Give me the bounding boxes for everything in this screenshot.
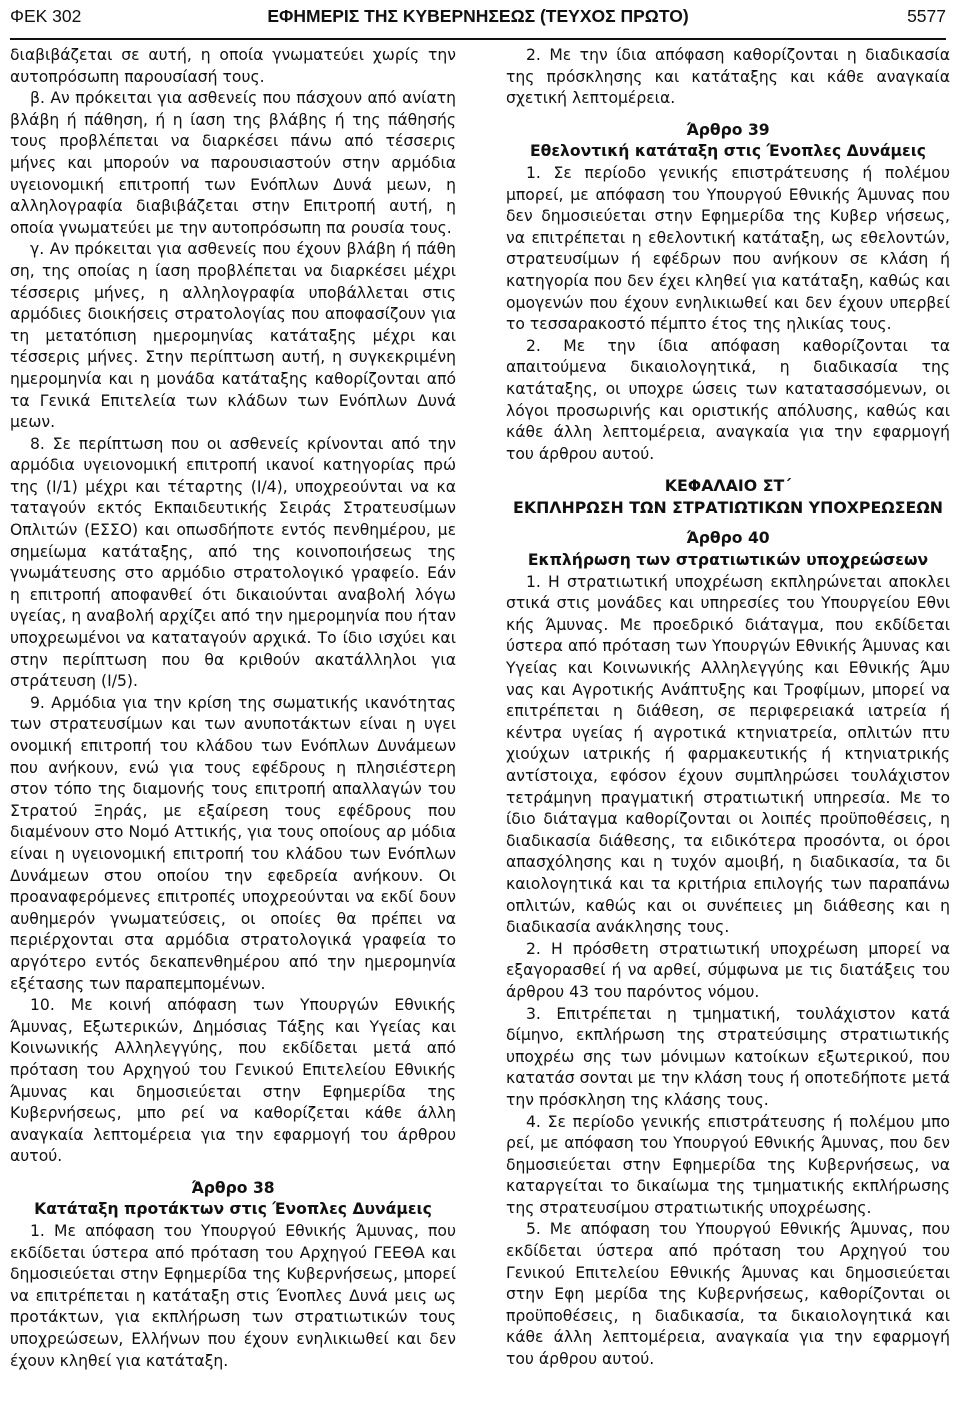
paragraph: β. Αν πρόκειται για ασθενείς που πάσχουν από ανίατη βλάβη ή πάθηση, ή η ίαση της βλάβης ή της πάθησής τους προβλέπεται να διαρκέσει πάνω από τέσσερις μήνες και μπορούν να παρουσιαστούν στην αρμόδια υγειονομική επιτροπή των Ενόπλων Δυνά μεων, η αλληλογραφία διαβιβάζεται στην Επιτροπή αυτή, η οποία γνωματεύει με την αυτοπρόσωπη πα ρουσία τους. [10, 89, 456, 237]
chapter-title: ΚΕΦΑΛΑΙΟ ΣΤ΄ [664, 476, 792, 496]
paragraph: 2. Με την ίδια απόφαση καθορίζονται η διαδικασία της πρόσκλησης και κατάταξης και κάθε αναγκαία σχετική λεπτομέρεια. [506, 46, 950, 108]
paragraph: 1. Με απόφαση του Υπουργού Εθνικής Άμυνας, που εκδίδεται ύστερα από πρόταση του Αρχηγού ΓΕΕΘΑ και δημοσιεύεται στην Εφημερίδα της Κυβερνήσεως, μπορεί να επιτρέπεται η κατάταξη στις Ένοπλες Δυνά μεις ως προτάκτων, για εκπλήρωση των στρατιωτικών τους υποχρεώσεων, Ελλήνων που έχουν ενηλικιωθεί και δεν έχουν κληθεί για κατάταξη. [10, 1222, 456, 1370]
paragraph: γ. Αν πρόκειται για ασθενείς που έχουν βλάβη ή πάθη ση, της οποίας η ίαση προβλέπεται να διαρκέσει μέχρι τέσσερις μήνες, η αλληλογραφία υποβάλλεται στις αρμόδιες διοικήσεις στρατολογίας που αποφασίζουν για τη μετατόπιση ημερομηνίας κατάταξης μέχρι και τέσσερις μήνες. Στην περίπτωση αυτή, η συγκεκριμένη ημερομηνία και η μονάδα κατάταξης καθορίζονται από τα Γενικά Επιτελεία των κλάδων των Ενόπλων Δυνά μεων. [10, 240, 456, 432]
article-39-title: Άρθρο 39 [686, 120, 770, 139]
paragraph: 8. Σε περίπτωση που οι ασθενείς κρίνονται από την αρμόδια υγειονομική επιτροπή ικανοί κατηγορίας πρώ της (Ι/1) μέχρι και τέταρτης (Ι/4), υποχρεούνται να κα ταταγούν εκτός Εκπαιδευτικής Σειράς Στρατευσίμων Οπλιτών (ΕΣΣΟ) και οπωσδήποτε εντός πενθημέρου, με σημείωμα κατάταξης, από της κοινοποιήσεως της γνωμάτευσης στο αρμόδιο στρατολογικό γραφείο. Εάν η επιτροπή αποφανθεί ότι δικαιούνται αναβολή λόγω υγείας, η αναβολή αρχίζει από την ημερομηνία που ήταν υποχρεωμένοι να καταταγούν αρχικά. Το ίδιο ισχύει και στην περίπτωση που θα κριθούν ακατάλληλοι για στράτευση (Ι/5). [10, 434, 456, 691]
paragraph: 5. Με απόφαση του Υπουργού Εθνικής Άμυνας, που εκδίδεται ύστερα από πρόταση του Αρχηγού του Γενικού Επιτελείου Εθνικής Άμυνας και δημοσιεύεται στην Εφη μερίδα της Κυβερνήσεως, καθορίζονται οι προϋποθέσεις, η διαδικασία, τα δικαιολογητικά και κάθε άλλη λεπτομέρεια, αναγκαία για την εφαρμογή του άρθρου αυτού. [506, 1220, 950, 1369]
chapter-subtitle: ΕΚΠΛΗΡΩΣΗ ΤΩΝ ΣΤΡΑΤΙΩΤΙΚΩΝ ΥΠΟΧΡΕΩΣΕΩΝ [513, 497, 943, 517]
left-column [10, 45, 456, 1372]
paragraph: 3. Επιτρέπεται η τμηματική, τουλάχιστον κατά δίμηνο, εκπλήρωση της στρατεύσιμης στρατιωτικής υποχρέω σης των μόνιμων κατοίκων εξωτερικού, που κατατάσ σονται με την κλάση τους ή οποτεδήποτε μετά την πρόσκληση της κλάσης τους. [506, 1004, 950, 1109]
article-38-subtitle: Κατάταξη προτάκτων στις Ένοπλες Δυνάμεις [34, 1200, 432, 1219]
paragraph: 10. Με κοινή απόφαση των Υπουργών Εθνικής Άμυνας, Εξωτερικών, Δημόσιας Τάξης και Υγείας και Κοινωνικής Αλληλεγγύης, που εκδίδεται μετά από πρόταση του Αρχηγού του Γενικού Επιτελείου Εθνικής Άμυνας και δημοσιεύεται στην Εφημερίδα της Κυβερνήσεως, μπο ρεί να καθορίζεται κάθε άλλη αναγκαία λεπτομέρεια για την εφαρμογή του άρθρου αυτού. [10, 996, 456, 1166]
article-40-title: Άρθρο 40 [686, 529, 770, 548]
paragraph: 1. Η στρατιωτική υποχρέωση εκπληρώνεται αποκλει στικά στις μονάδες και υπηρεσίες του Υπουργείου Εθνι κής Άμυνας. Με προεδρικό διάταγμα, που εκδίδεται ύστερα από πρόταση των Υπουργών Εθνικής Άμυνας και Υγείας και Κοινωνικής Αλληλεγγύης και Εθνικής Άμυ νας και Αγροτικής Ανάπτυξης και Τροφίμων, μπορεί να επιτρέπεται η διάθεση, σε περιφερειακά ιατρεία ή κέντρα υγείας ή αγροτικά κτηνιατρεία, οπλιτών πτυ χιούχων ιατρικής ή φαρμακευτικής ή κτηνιατρικής αντίστοιχα, εφόσον έχουν συμπληρώσει τουλάχιστον τετράμηνη πραγματική στρατιωτική υπηρεσία. Με το ίδιο διάταγμα καθορίζονται οι λοιπές προϋποθέσεις, η διαδικασία διάθεσης, τα ειδικότερα προσόντα, οι όροι απασχόλησης και η τυχόν αμοιβή, η διαδικασία, τα δι καιολογητικά και τα κριτήρια επιλογής των παραπάνω οπλιτών, καθώς και οι συνέπειες μη διάθεσης και η διαδικασία ανάκλησης τους. [506, 572, 950, 937]
paragraph: 9. Αρμόδια για την κρίση της σωματικής ικανότητας των στρατευσίμων και των ανυποτάκτων είναι η υγει ονομική επιτροπή του κλάδου των Ενόπλων Δυνάμεων που ανήκουν, ενώ για τους εφέδρους η πλησιέστερη στον τόπο της διαμονής τους επιτροπή απαλλαγών του Στρατού Ξηράς, με εξαίρεση τους εφέδρους που διαμένουν στο Νομό Αττικής, για τους οποίους αρ μόδια είναι η υγειονομική επιτροπή του κλάδου των Ενόπλων Δυνάμεων στου οποίου την εφεδρεία ανήκουν. Οι προαναφερόμενες επιτροπές υποχρεούνται να εκδί δουν αυθημερόν γνωματεύσεις, οι οποίες θα πρέπει να περιέρχονται στα αρμόδια στρατολογικά γραφεία το αργότερο εντός δεκαπενθημέρου από την ημερομηνία εξέτασης των παραπεμπομένων. [10, 693, 456, 993]
paragraph: 1. Σε περίοδο γενικής επιστράτευσης ή πολέμου μπορεί, με απόφαση του Υπουργού Εθνικής Άμυνας που δεν δημοσιεύεται στην Εφημερίδα της Κυβερ νήσεως, να επιτρέπεται η εθελοντική κατάταξη, ως εθελοντών, στρατευσίμων ή εφέδρων που ανήκουν σε κλάση ή κατηγορία που δεν έχει κληθεί για κατάταξη, καθώς και ομογενών που έχουν ενηλικιωθεί και δεν έχουν υπερβεί το τεσσαρακοστό πέμπτο έτος της ηλικίας τους. [506, 163, 950, 334]
page-header [10, 0, 946, 40]
paragraph: 2. Με την ίδια απόφαση καθορίζονται τα απαιτούμενα δικαιολογητικά, η διαδικασία της κατάταξης, οι υποχρε ώσεις των κατατασσόμενων, οι λόγοι προσωρινής και οριστικής απόλυσης, καθώς και κάθε άλλη λεπτομέρεια, αναγκαία για την εφαρμογή του άρθρου αυτού. [506, 336, 950, 463]
paragraph: 4. Σε περίοδο γενικής επιστράτευσης ή πολέμου μπο ρεί, με απόφαση του Υπουργού Εθνικής Άμυνας, που δεν δημοσιεύεται στην Εφημερίδα της Κυβερνήσεως, να καταργείται το δικαίωμα της τμηματικής εκπλήρωσης της στρατευσίμου στρατιωτικής υποχρέωσης. [506, 1112, 950, 1217]
paragraph: διαβιβάζεται σε αυτή, η οποία γνωματεύει χωρίς την αυτοπρόσωπη παρουσίασή τους. [10, 46, 456, 86]
article-39-subtitle: Εθελοντική κατάταξη στις Ένοπλες Δυνάμεις [529, 142, 927, 161]
article-40-subtitle: Εκπλήρωση των στρατιωτικών υποχρεώσεων [527, 551, 929, 570]
issue-number: ΦΕΚ 302 [10, 6, 82, 26]
page-number: 5577 [907, 6, 946, 26]
gazette-title: ΕΦΗΜΕΡΙΣ ΤΗΣ ΚΥΒΕΡΝΗΣΕΩΣ (ΤΕΥΧΟΣ ΠΡΩΤΟ) [267, 6, 689, 26]
paragraph: 2. Η πρόσθετη στρατιωτική υποχρέωση μπορεί να εξαγορασθεί ή να αρθεί, σύμφωνα με τις διατάξεις του άρθρου 43 του παρόντος νόμου. [506, 939, 950, 1001]
article-38-title: Άρθρο 38 [191, 1178, 275, 1197]
right-column [506, 45, 950, 1371]
